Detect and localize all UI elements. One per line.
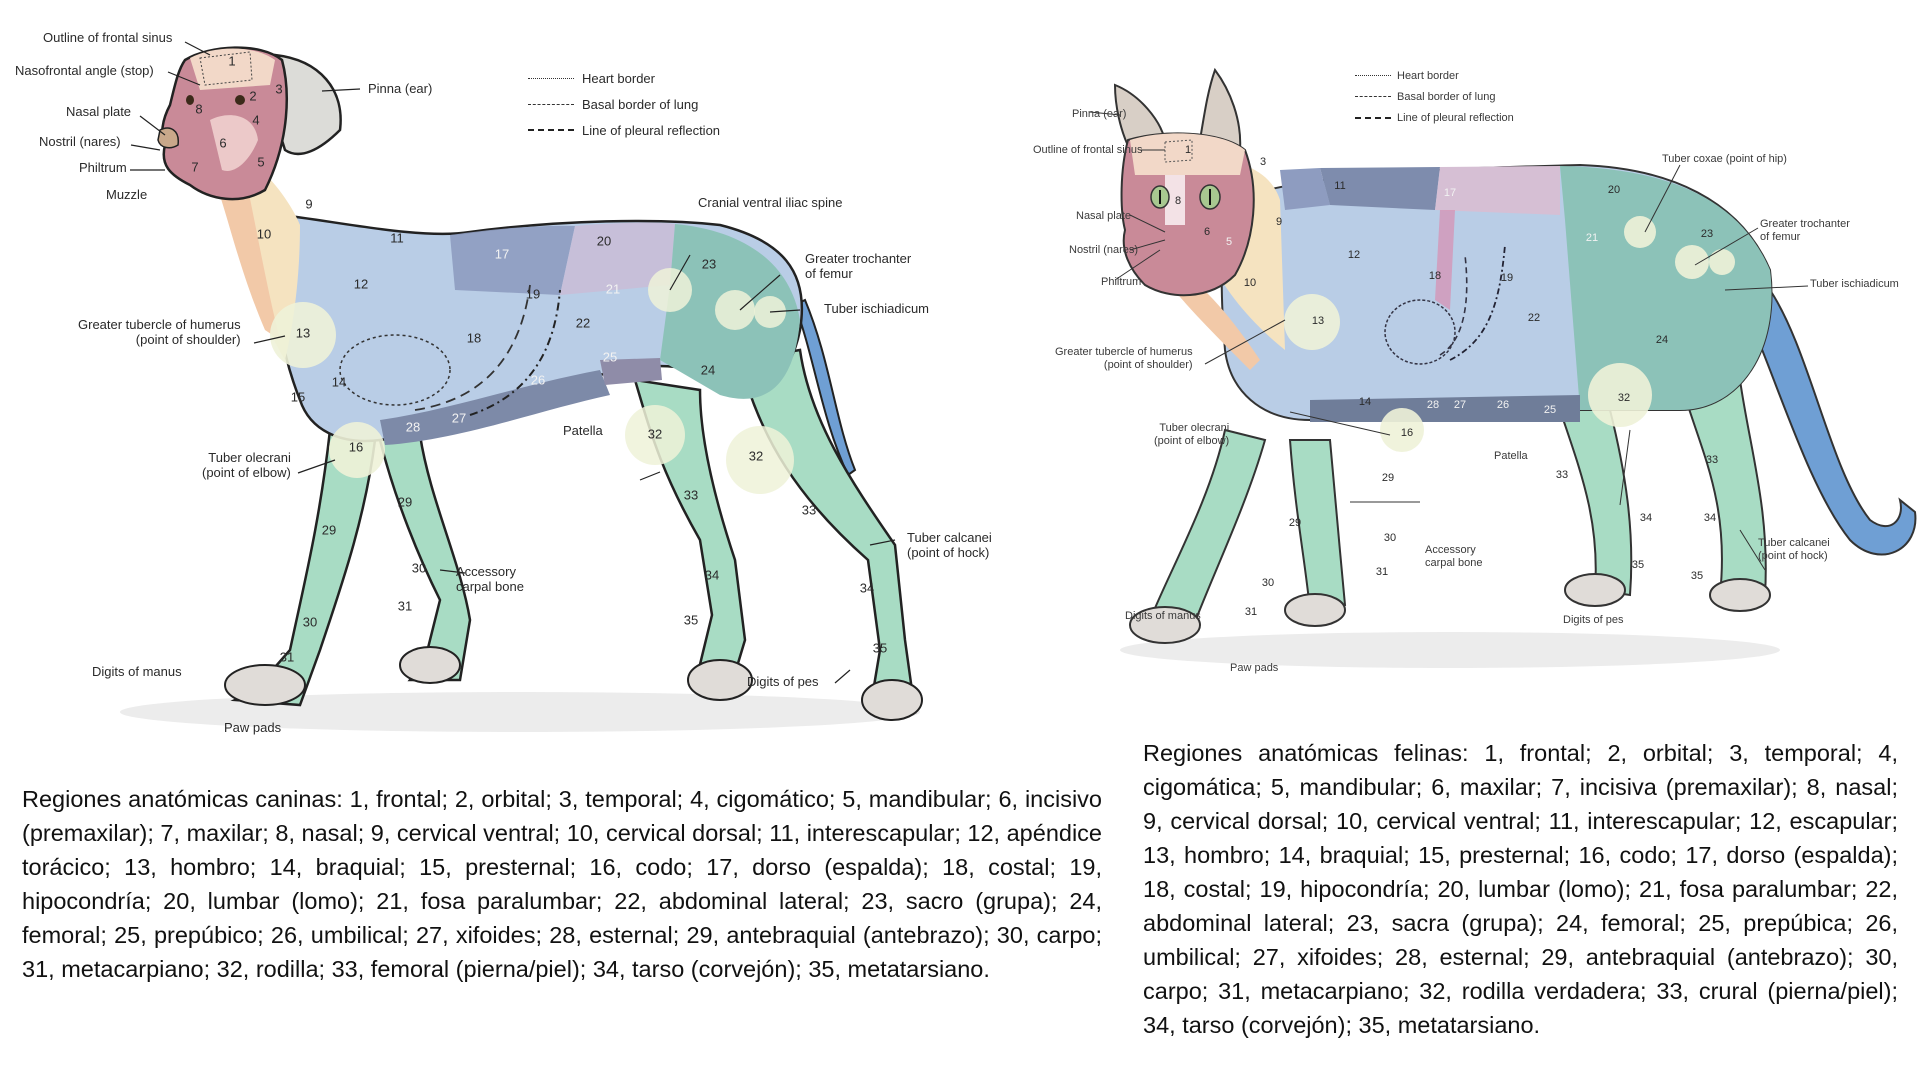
label-digits-pes: Digits of pes <box>747 674 819 689</box>
region-10: 10 <box>256 226 272 242</box>
region-23: 23 <box>1700 228 1714 240</box>
region-33b: 33 <box>801 502 817 518</box>
dog-illustration <box>0 0 1010 745</box>
region-13: 13 <box>295 325 311 341</box>
cat-anatomy-figure <box>1020 50 1920 690</box>
region-25: 25 <box>602 349 618 365</box>
label-accessory-carpal: Accessory carpal bone <box>1425 544 1483 569</box>
region-31a: 31 <box>1244 606 1258 618</box>
region-12: 12 <box>1347 249 1361 261</box>
dog-anatomy-figure <box>0 0 1010 745</box>
region-20: 20 <box>596 233 612 249</box>
label-philtrum: Philtrum <box>1101 276 1142 288</box>
label-nasal-plate: Nasal plate <box>66 104 132 119</box>
label-paw-pads: Paw pads <box>1230 662 1279 674</box>
cat-legend <box>1355 65 1514 128</box>
region-30a: 30 <box>1261 577 1275 589</box>
label-muzzle: Muzzle <box>106 187 148 202</box>
region-24: 24 <box>1655 334 1669 346</box>
region-34b: 34 <box>859 580 875 596</box>
region-34a: 34 <box>704 567 720 583</box>
region-2: 2 <box>249 88 257 104</box>
region-11: 11 <box>1334 180 1346 192</box>
label-tuber-ischiadicum: Tuber ischiadicum <box>824 301 930 316</box>
legend-heart-border: Heart border <box>1355 65 1514 86</box>
label-patella: Patella <box>1494 450 1528 462</box>
region-5: 5 <box>1225 236 1233 248</box>
region-22: 22 <box>575 315 591 331</box>
dotted-line-icon <box>1355 75 1391 76</box>
region-3: 3 <box>275 81 283 97</box>
dotted-line-icon <box>528 78 574 79</box>
region-24: 24 <box>700 362 716 378</box>
region-9: 9 <box>1275 216 1283 228</box>
region-17: 17 <box>1443 187 1457 199</box>
label-nostril: Nostril (nares) <box>39 134 121 149</box>
legend-basal-border: Basal border of lung <box>528 91 720 117</box>
label-stop: Nasofrontal angle (stop) <box>15 63 154 78</box>
region-28: 28 <box>1426 399 1440 411</box>
label-nostril: Nostril (nares) <box>1069 244 1139 256</box>
label-greater-trochanter: Greater trochanter of femur <box>1760 218 1850 243</box>
region-22: 22 <box>1527 312 1541 324</box>
dog-regions-caption: Regiones anatómicas caninas: 1, frontal; 2, orbital; 3, temporal; 4, cigomático; 5, mandibular; 6, incisivo (premaxilar); 7, maxilar; 8, nasal; 9, cervical ventral; 10, cervical dorsal; 11, interescapular; 12, apéndice torácico; 13, hombro; 14, braquial; 15, presternal; 16, codo; 17, dorso (espalda); 18, costal; 19, hipocondría; 20, lumbar (lomo); 21, fosa paralumbar; 22, abdominal lateral; 23, sacro (grupa); 24, femoral; 25, prepúbico; 26, umbilical; 27, xifoides; 28, esternal; 29, antebraquial (antebrazo); 30, carpo; 31, metacarpiano; 32, rodilla; 33, femoral (pierna/piel); 34, tarso (corvejón); 35, metatarsiano. <box>22 785 1102 982</box>
label-digits-manus: Digits of manus <box>92 664 182 679</box>
region-12: 12 <box>353 276 369 292</box>
label-tuber-ischiadicum: Tuber ischiadicum <box>1810 278 1899 290</box>
region-14: 14 <box>331 374 347 390</box>
region-32: 32 <box>1617 392 1631 404</box>
region-13: 13 <box>1311 315 1325 327</box>
region-19: 19 <box>1500 272 1514 284</box>
label-tuber-calcanei: Tuber calcanei (point of hock) <box>1758 537 1830 562</box>
label-paw-pads: Paw pads <box>224 720 282 735</box>
label-tuber-coxae: Tuber coxae (point of hip) <box>1662 153 1787 165</box>
region-27: 27 <box>451 410 467 426</box>
label-patella: Patella <box>563 423 603 438</box>
region-16: 16 <box>1400 427 1414 439</box>
region-32a: 32 <box>647 426 663 442</box>
label-accessory-carpal: Accessory carpal bone <box>456 564 524 594</box>
region-29a: 29 <box>321 522 337 538</box>
label-tuber-olecrani: Tuber olecrani (point of elbow) <box>202 450 291 480</box>
label-philtrum: Philtrum <box>79 160 127 175</box>
region-19: 19 <box>525 286 541 302</box>
region-35a: 35 <box>1631 559 1645 571</box>
region-23: 23 <box>701 256 717 272</box>
region-6: 6 <box>1203 226 1211 238</box>
region-1: 1 <box>1184 144 1192 156</box>
dog-legend <box>528 65 720 143</box>
region-21: 21 <box>1585 232 1599 244</box>
region-8: 8 <box>195 101 203 117</box>
region-17: 17 <box>494 246 510 262</box>
region-29b: 29 <box>1381 472 1395 484</box>
label-pinna: Pinna (ear) <box>368 81 433 96</box>
region-33a: 33 <box>1555 469 1569 481</box>
region-32b: 32 <box>748 448 764 464</box>
legend-pleural-reflection: Line of pleural reflection <box>1355 107 1514 128</box>
label-tuber-calcanei: Tuber calcanei (point of hock) <box>907 530 992 560</box>
region-30b: 30 <box>1383 532 1397 544</box>
label-digits-pes: Digits of pes <box>1563 614 1624 626</box>
label-pinna: Pinna (ear) <box>1072 108 1127 120</box>
label-greater-trochanter: Greater trochanter of femur <box>805 251 912 281</box>
region-30b: 30 <box>411 560 427 576</box>
region-10: 10 <box>1243 277 1257 289</box>
label-nasal-plate: Nasal plate <box>1076 210 1132 222</box>
cat-regions-caption: Regiones anatómicas felinas: 1, frontal; 2, orbital; 3, temporal; 4, cigomática; 5, mandibular; 6, maxilar; 7, incisiva (premaxilar); 8, nasal; 9, cervical dorsal; 10, cervical ventral; 11, interescapular; 12, escapular; 13, hombro; 14, braquial; 15, presternal; 16, codo; 17, dorso (espalda); 18, costal; 19, hipocondría; 20, lumbar (lomo); 21, fosa paralumbar; 22, abdominal lateral; 23, sacra (grupa); 24, femoral; 25, prepúbica; 26, umbilical; 27, xifoides; 28, esternal; 29, antebraquial (antebrazo); 30, carpo; 31, metacarpiano; 32, rodilla verdadera; 33, crural (pierna/piel); 34, tarso (corvejón); 35, metatarsiano. <box>1143 739 1898 1038</box>
region-34b: 34 <box>1703 512 1717 524</box>
region-1: 1 <box>228 53 236 69</box>
label-frontal-sinus: Outline of frontal sinus <box>43 30 173 45</box>
region-5: 5 <box>257 154 265 170</box>
region-27: 27 <box>1453 399 1467 411</box>
region-25: 25 <box>1543 404 1557 416</box>
label-frontal-sinus: Outline of frontal sinus <box>1033 144 1143 156</box>
region-33a: 33 <box>683 487 699 503</box>
label-digits-manus: Digits of manus <box>1125 610 1201 622</box>
region-16: 16 <box>348 439 364 455</box>
region-26: 26 <box>530 372 546 388</box>
region-6: 6 <box>219 135 227 151</box>
label-greater-tubercle: Greater tubercle of humerus (point of shoulder) <box>78 317 241 347</box>
region-31a: 31 <box>279 649 295 665</box>
region-29b: 29 <box>397 494 413 510</box>
legend-heart-border: Heart border <box>528 65 720 91</box>
label-tuber-olecrani: Tuber olecrani (point of elbow) <box>1154 422 1230 447</box>
legend-pleural-reflection: Line of pleural reflection <box>528 117 720 143</box>
region-31b: 31 <box>1375 566 1389 578</box>
region-34a: 34 <box>1639 512 1653 524</box>
dashdot-line-icon <box>1355 117 1391 119</box>
label-cranial-iliac: Cranial ventral iliac spine <box>698 195 843 210</box>
region-28: 28 <box>405 419 421 435</box>
region-3: 3 <box>1259 156 1267 168</box>
region-18: 18 <box>1428 270 1442 282</box>
region-14: 14 <box>1358 396 1372 408</box>
region-31b: 31 <box>397 598 413 614</box>
region-30a: 30 <box>302 614 318 630</box>
region-20: 20 <box>1607 184 1621 196</box>
label-greater-tubercle: Greater tubercle of humerus (point of shoulder) <box>1055 346 1193 371</box>
region-9: 9 <box>305 196 313 212</box>
region-26: 26 <box>1496 399 1510 411</box>
region-35b: 35 <box>872 640 888 656</box>
region-35b: 35 <box>1690 570 1704 582</box>
dashed-line-icon <box>528 104 574 105</box>
region-8: 8 <box>1174 195 1182 207</box>
region-7: 7 <box>191 159 199 175</box>
region-35a: 35 <box>683 612 699 628</box>
region-21: 21 <box>605 281 621 297</box>
region-11: 11 <box>390 230 404 246</box>
region-33b: 33 <box>1705 454 1719 466</box>
region-4: 4 <box>252 112 260 128</box>
dashdot-line-icon <box>528 129 574 131</box>
legend-basal-border: Basal border of lung <box>1355 86 1514 107</box>
region-29a: 29 <box>1288 517 1302 529</box>
region-15: 15 <box>290 389 306 405</box>
region-18: 18 <box>466 330 482 346</box>
dashed-line-icon <box>1355 96 1391 97</box>
